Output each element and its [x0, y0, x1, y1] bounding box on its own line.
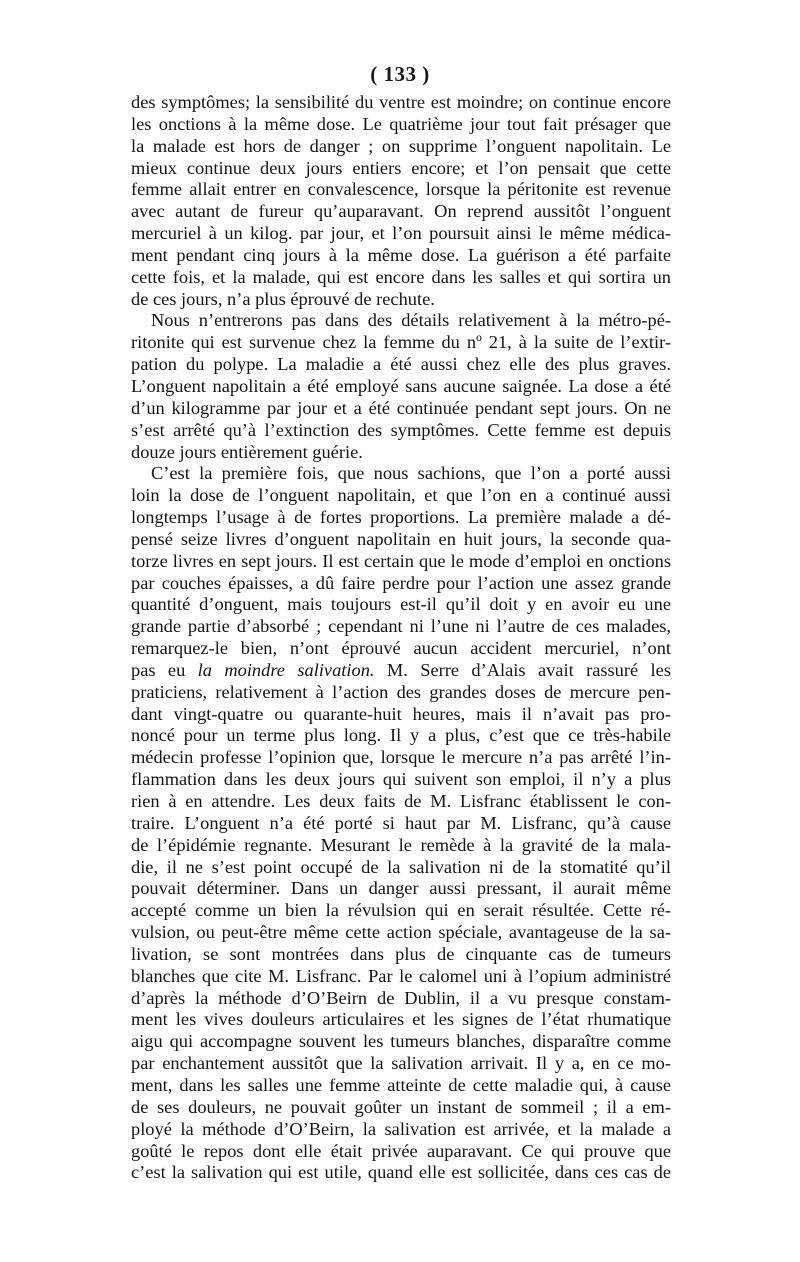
text-line: accepté comme un bien la révulsion qui en serait résultée. Cette ré-	[131, 900, 671, 921]
text-segment: pas eu	[131, 659, 186, 680]
text-line: goûté le repos dont elle était privée auparavant. Ce qui prouve que	[131, 1140, 671, 1161]
text-line: Nous n’entrerons pas dans des détails relativement à la métro-pé-	[151, 310, 671, 331]
text-line: d’après la méthode d’O’Beirn de Dublin, il a vu presque constam-	[131, 987, 671, 1008]
text-line: c’est la salivation qui est utile, quand elle est sollicitée, dans ces cas de	[131, 1162, 671, 1183]
text-line: par couches épaisses, a dû faire perdre pour l’action une assez grande	[131, 572, 671, 593]
text-line: la malade est hors de danger ; on supprime l’onguent napolitain. Le	[131, 135, 671, 156]
text-line: cette fois, et la malade, qui est encore dans les salles et qui sortira un	[131, 266, 671, 287]
text-line: flammation dans les deux jours qui suivent son emploi, il n’y a plus	[131, 769, 671, 790]
text-line: douze jours entièrement guérie.	[131, 441, 363, 462]
text-line: femme allait entrer en convalescence, lorsque la péritonite est revenue	[131, 179, 671, 200]
text-line: de ses douleurs, ne pouvait goûter un instant de sommeil ; il a em-	[131, 1096, 671, 1117]
text-line: remarquez-le bien, n’ont éprouvé aucun accident mercuriel, n’ont	[131, 638, 671, 659]
text-segment: M. Serre d’Alais avait rassuré les	[386, 659, 671, 680]
text-line: de l’épidémie regnante. Mesurant le remède à la gravité de la mala-	[131, 834, 671, 855]
text-line: rien à en attendre. Les deux faits de M. Lisfranc établissent le con-	[131, 791, 671, 811]
text-line: ployé la méthode d’O’Beirn, la salivation est arrivée, et la malade a	[131, 1118, 671, 1139]
text-line: s’est arrêté qu’à l’extinction des symptômes. Cette femme est depuis	[131, 419, 671, 440]
text-line: vulsion, ou peut-être même cette action spéciale, avantageuse de la sa-	[131, 922, 671, 943]
italic-phrase: la moindre salivation.	[197, 659, 375, 680]
text-line: ment, dans les salles une femme atteinte de cette maladie qui, à cause	[131, 1074, 671, 1095]
text-line: blanches que cite M. Lisfranc. Par le calomel uni à l’opium administré	[131, 965, 671, 986]
page-number: ( 133 )	[370, 62, 430, 86]
text-line: ment les vives douleurs articulaires et les signes de l’état rhumatique	[131, 1009, 671, 1030]
text-line: traire. L’onguent n’a été porté si haut par M. Lisfranc, qu’à cause	[131, 812, 671, 833]
text-line: livation, se sont montrées dans plus de cinquante cas de tumeurs	[131, 943, 671, 964]
text-line: d’un kilogramme par jour et a été continuée pendant sept jours. On ne	[131, 397, 671, 418]
text-line: pensé seize livres d’onguent napolitain en huit jours, la seconde qua-	[131, 528, 671, 549]
text-line: mercuriel à un kilog. par jour, et l’on poursuit ainsi le même médica-	[131, 223, 671, 244]
text-line: médecin professe l’opinion que, lorsque le mercure n’a pas arrêté l’in-	[131, 747, 671, 768]
text-line: de ces jours, n’a plus éprouvé de rechute.	[131, 288, 435, 309]
text-line: par enchantement aussitôt que la salivation arrivait. Il y a, en ce mo-	[131, 1053, 671, 1074]
text-line: ritonite qui est survenue chez la femme du nº 21, à la suite de l’extir-	[131, 332, 671, 353]
text-line: mieux continue deux jours entiers encore; et l’on pensait que cette	[131, 157, 671, 178]
text-line: dant vingt-quatre ou quarante-huit heures, mais il n’avait pas pro-	[131, 703, 671, 724]
text-line: L’onguent napolitain a été employé sans aucune saignée. La dose a été	[131, 375, 671, 396]
text-line: ment pendant cinq jours à la même dose. La guérison a été parfaite	[131, 244, 671, 265]
text-line: C’est la première fois, que nous sachions, que l’on a porté aussi	[151, 463, 671, 484]
text-line: avec autant de fureur qu’auparavant. On reprend aussitôt l’onguent	[131, 201, 671, 222]
text-line: les onctions à la même dose. Le quatrième jour tout fait présager que	[131, 113, 671, 134]
text-line: loin la dose de l’onguent napolitain, et que l’on en a continué aussi	[131, 485, 671, 506]
text-line: des symptômes; la sensibilité du ventre est moindre; on continue encore	[131, 92, 671, 112]
text-line: aigu qui accompagne souvent les tumeurs blanches, disparaître comme	[131, 1031, 671, 1052]
text-line: longtemps l’usage à de fortes proportions. La première malade a dé-	[131, 507, 671, 528]
text-line: torze livres en sept jours. Il est certain que le mode d’emploi en onctions	[131, 550, 671, 571]
text-line: grande partie d’absorbé ; cependant ni l’une ni l’autre de ces malades,	[131, 616, 671, 637]
text-line: pation du polype. La maladie a été aussi chez elle des plus graves.	[131, 354, 671, 375]
text-line: noncé pour un terme plus long. Il y a plus, c’est que ce très-habile	[131, 725, 671, 746]
text-line: die, il ne s’est point occupé de la salivation ni de la stomatité qu’il	[131, 856, 671, 877]
body-text	[131, 92, 671, 1184]
text-line: quantité d’onguent, mais toujours est-il qu’il doit y en avoir eu une	[131, 594, 671, 615]
text-line: pouvait déterminer. Dans un danger aussi pressant, il aurait même	[131, 878, 671, 899]
text-line-with-italic	[131, 660, 671, 682]
text-line: praticiens, relativement à l’action des grandes doses de mercure pen-	[131, 681, 671, 702]
